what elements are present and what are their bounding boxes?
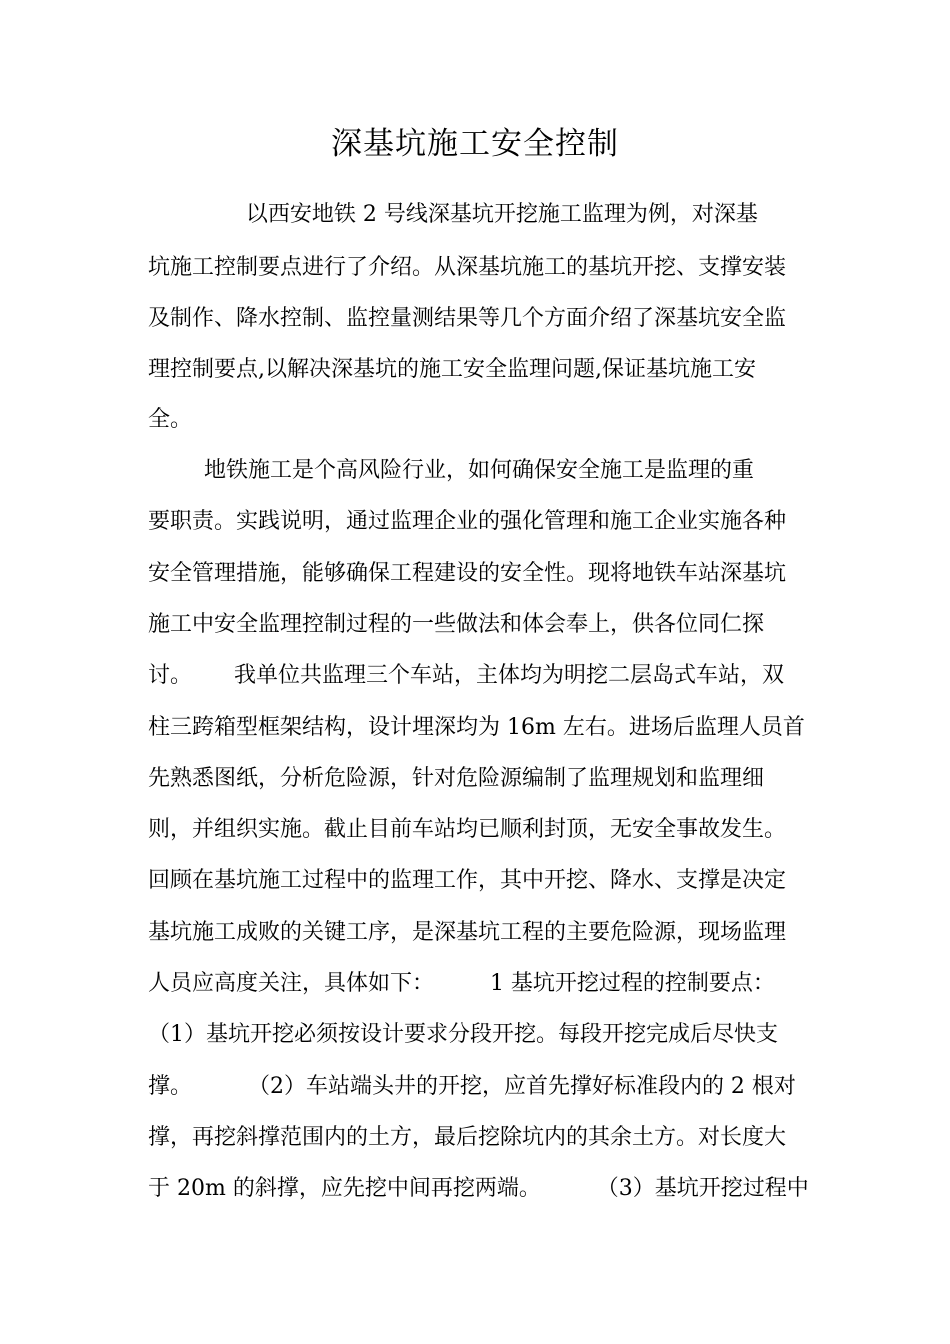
body-line: 撑，再挖斜撑范围内的土方，最后挖除坑内的其余土方。对长度大: [148, 1125, 787, 1150]
body-line: 全。: [148, 407, 193, 432]
body-line: 讨。 我单位共监理三个车站，主体均为明挖二层岛式车站，双: [148, 663, 784, 688]
body-line: （1）基坑开挖必须按设计要求分段开挖。每段开挖完成后尽快支: [148, 1022, 778, 1047]
body-line: 于 20m 的斜撑，应先挖中间再挖两端。 （3）基坑开挖过程中: [148, 1176, 809, 1201]
body-line: 撑。 （2）车站端头井的开挖，应首先撑好标准段内的 2 根对: [148, 1074, 796, 1099]
body-line: 及制作、降水控制、监控量测结果等几个方面介绍了深基坑安全监: [148, 306, 787, 331]
body-line: 则，并组织实施。截止目前车站均已顺利封顶，无安全事故发生。: [148, 817, 787, 842]
body-line: 坑施工控制要点进行了介绍。从深基坑施工的基坑开挖、支撑安装: [148, 255, 787, 280]
body-line: 理控制要点,以解决深基坑的施工安全监理问题,保证基坑施工安: [148, 357, 756, 382]
body-line: 回顾在基坑施工过程中的监理工作，其中开挖、降水、支撑是决定: [148, 868, 787, 893]
body-line: 柱三跨箱型框架结构，设计埋深均为 16m 左右。进场后监理人员首: [148, 715, 805, 740]
document-title: 深基坑施工安全控制: [331, 126, 619, 162]
body-line: 以西安地铁 2 号线深基坑开挖施工监理为例，对深基: [148, 202, 758, 227]
body-line: 基坑施工成败的关键工序，是深基坑工程的主要危险源，现场监理: [148, 920, 787, 945]
body-line: 先熟悉图纸，分析危险源，针对危险源编制了监理规划和监理细: [148, 766, 765, 791]
body-line: 安全管理措施，能够确保工程建设的安全性。现将地铁车站深基坑: [148, 561, 787, 586]
body-line: 要职责。实践说明，通过监理企业的强化管理和施工企业实施各种: [148, 509, 787, 534]
body-line: 人员应高度关注，具体如下： 1 基坑开挖过程的控制要点：: [148, 971, 775, 996]
body-line: 地铁施工是个高风险行业，如何确保安全施工是监理的重: [148, 458, 754, 483]
body-line: 施工中安全监理控制过程的一些做法和体会奉上，供各位同仁探: [148, 612, 765, 637]
